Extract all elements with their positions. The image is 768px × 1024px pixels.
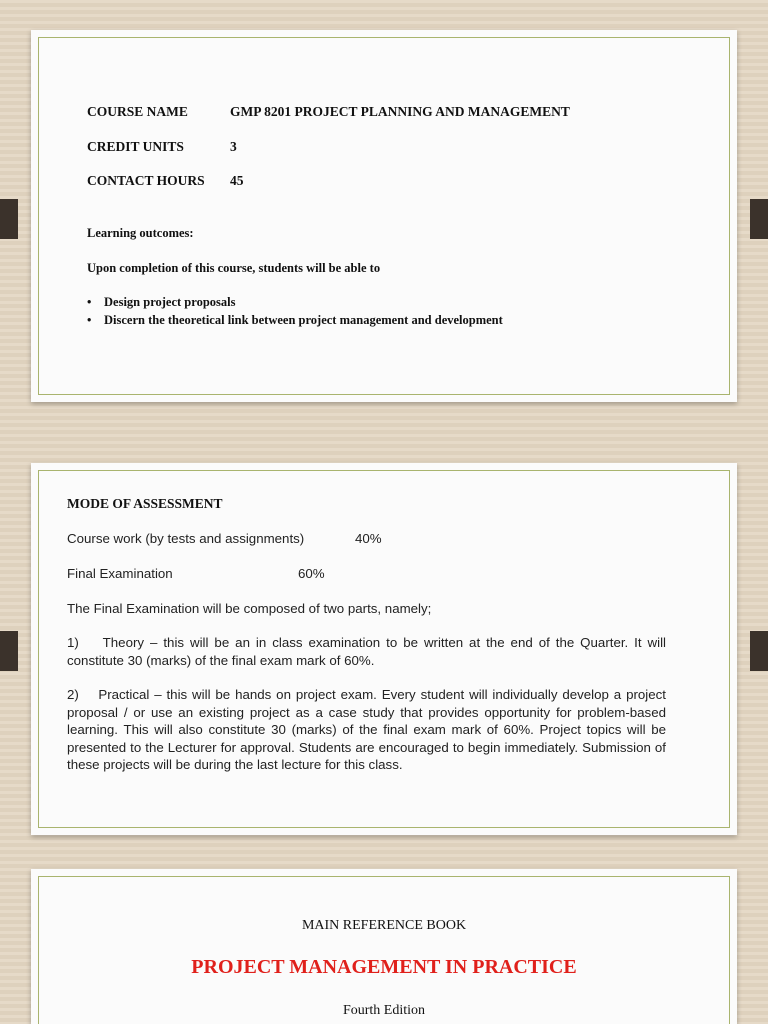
book-title: PROJECT MANAGEMENT IN PRACTICE xyxy=(191,956,577,978)
list-item: • Design project proposals xyxy=(87,295,236,309)
exam-parts-intro: The Final Examination will be composed of two parts, namely; xyxy=(67,601,432,616)
bullet-icon: • xyxy=(87,295,92,309)
credit-units-value: 3 xyxy=(230,139,237,154)
slide-assessment xyxy=(31,463,737,835)
coursework-value: 40% xyxy=(355,531,382,546)
contact-hours-value: 45 xyxy=(230,173,244,188)
exam-part-practical: 2) Practical – this will be hands on project exam. Every student will individually develop a project proposal / or use an existing project as a case study that provides opportunity for problem-based learning. This will also constitute 30 (marks) of the final exam mark of 60%. Project topics will be presented to the Lecturer for approval. Students are encouraged to begin immediately. Submission of these projects will be during the last lecture for this class. xyxy=(67,687,666,772)
bullet-icon: • xyxy=(87,313,92,327)
slide-frame xyxy=(38,876,730,1024)
course-name-value: GMP 8201 PROJECT PLANNING AND MANAGEMENT xyxy=(230,104,570,119)
left-side-tab xyxy=(0,199,18,239)
final-exam-value: 60% xyxy=(298,566,325,581)
learning-outcomes-intro: Upon completion of this course, students will be able to xyxy=(87,261,381,275)
left-side-tab xyxy=(0,631,18,671)
reference-heading: MAIN REFERENCE BOOK xyxy=(301,918,467,933)
book-edition: Fourth Edition xyxy=(342,1003,426,1018)
right-side-tab xyxy=(750,199,768,239)
slide-course-info xyxy=(31,30,737,402)
final-exam-label: Final Examination xyxy=(67,566,173,581)
list-item: • Discern the theoretical link between project management and development xyxy=(87,313,503,327)
slide-frame xyxy=(38,37,730,395)
slide-reference-book xyxy=(31,869,737,1024)
credit-units-label: CREDIT UNITS xyxy=(87,139,184,154)
coursework-label: Course work (by tests and assignments) xyxy=(67,531,305,546)
exam-part-theory: 1) Theory – this will be an in class examination to be written at the end of the Quarter. It will constitute 30 (marks) of the final exam mark of 60%. xyxy=(67,635,666,668)
right-side-tab xyxy=(750,631,768,671)
learning-outcomes-heading: Learning outcomes: xyxy=(87,226,194,240)
course-name-label: COURSE NAME xyxy=(87,104,188,119)
assessment-heading: MODE OF ASSESSMENT xyxy=(67,496,223,511)
contact-hours-label: CONTACT HOURS xyxy=(87,173,205,188)
